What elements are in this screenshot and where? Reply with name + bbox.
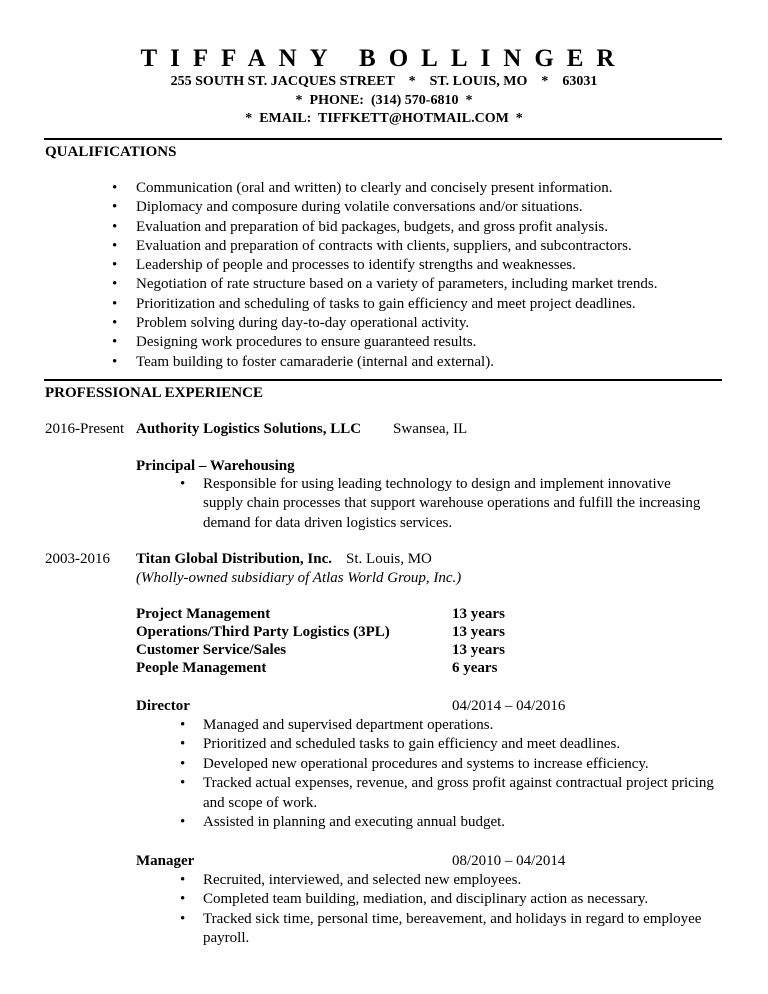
skill-label: Project Management (136, 606, 271, 622)
list-item: • Assisted in planning and executing annual budget. (178, 813, 738, 832)
list-item: • Communication (oral and written) to clearly and concisely present information. (110, 179, 657, 198)
company-location: St. Louis, MO (346, 551, 432, 567)
skills-table (136, 605, 505, 677)
job-years: 2016-Present (45, 421, 125, 437)
qualifications-list (110, 179, 657, 372)
job-role: Principal – Warehousing (136, 458, 295, 474)
manager-dates: 08/2010 – 04/2014 (452, 853, 566, 869)
experience-heading: PROFESSIONAL EXPERIENCE (45, 385, 263, 401)
skill-label: Operations/Third Party Logistics (3PL) (136, 624, 390, 640)
qualifications-heading: QUALIFICATIONS (45, 144, 177, 160)
list-item: • Tracked sick time, personal time, bereavement, and holidays in regard to employee payroll. (178, 910, 713, 949)
list-item: • Diplomacy and composure during volatile conversations and/or situations. (110, 198, 657, 217)
list-item: • Problem solving during day-to-day operational activity. (110, 314, 657, 333)
skill-years: 13 years (452, 606, 505, 622)
list-item: • Evaluation and preparation of bid packages, budgets, and gross profit analysis. (110, 218, 657, 237)
list-item: • Negotiation of rate structure based on a variety of parameters, including market trends. (110, 275, 657, 294)
table-row (136, 623, 505, 641)
company-location: Swansea, IL (393, 421, 468, 437)
list-item: • Prioritized and scheduled tasks to gain efficiency and meet deadlines. (178, 735, 738, 754)
company-name: Titan Global Distribution, Inc. (136, 551, 333, 567)
table-row (136, 641, 505, 659)
director-role: Director (136, 698, 190, 714)
email-line: * EMAIL: TIFFKETT@HOTMAIL.COM * (245, 111, 523, 126)
list-item: • Team building to foster camaraderie (internal and external). (110, 353, 657, 372)
list-item: • Responsible for using leading technology to design and implement innovative supply chain processes that support warehouse operations and fulfill the increasing demand for data driven logistics services. (178, 475, 708, 533)
list-item: • Prioritization and scheduling of tasks to gain efficiency and meet project deadlines. (110, 295, 657, 314)
divider (44, 138, 722, 140)
job-company-line (136, 420, 467, 439)
address-line: 255 SOUTH ST. JACQUES STREET * ST. LOUIS, MO * 63031 (170, 74, 598, 89)
list-item: • Completed team building, mediation, and disciplinary action as necessary. (178, 890, 713, 909)
table-row (136, 659, 505, 677)
list-item: • Evaluation and preparation of contracts with clients, suppliers, and subcontractors. (110, 237, 657, 256)
skill-label: Customer Service/Sales (136, 642, 287, 658)
divider (44, 379, 722, 381)
list-item: • Leadership of people and processes to identify strengths and weaknesses. (110, 256, 657, 275)
skill-years: 13 years (452, 624, 505, 640)
skill-years: 13 years (452, 642, 505, 658)
skill-years: 6 years (452, 660, 498, 676)
list-item: • Recruited, interviewed, and selected new employees. (178, 871, 713, 890)
director-bullets (178, 716, 738, 832)
phone-line: * PHONE: (314) 570-6810 * (295, 93, 473, 108)
list-item: • Managed and supervised department operations. (178, 716, 738, 735)
manager-bullets (178, 871, 713, 949)
table-row (136, 605, 505, 623)
job-bullets (178, 475, 708, 533)
skill-label: People Management (136, 660, 267, 676)
company-name: Authority Logistics Solutions, LLC (136, 421, 362, 437)
applicant-name: TIFFANY BOLLINGER (140, 45, 628, 72)
director-dates: 04/2014 – 04/2016 (452, 698, 566, 714)
manager-role: Manager (136, 853, 195, 869)
company-subsidiary-note: (Wholly-owned subsidiary of Atlas World Group, Inc.) (136, 570, 462, 586)
list-item: • Developed new operational procedures and systems to increase efficiency. (178, 755, 738, 774)
job-years: 2003-2016 (45, 551, 110, 567)
list-item: • Designing work procedures to ensure guaranteed results. (110, 333, 657, 352)
list-item: • Tracked actual expenses, revenue, and gross profit against contractual project pricing and scope of work. (178, 774, 738, 813)
job-company-line (136, 550, 432, 569)
